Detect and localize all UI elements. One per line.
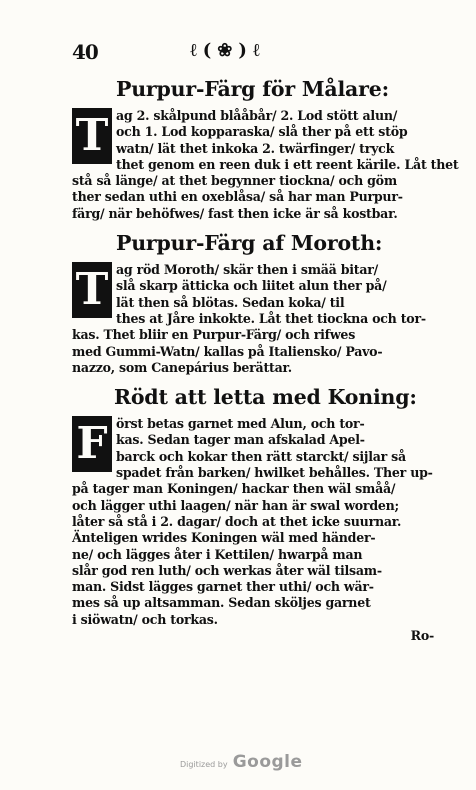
text-line: spadet från barken/ hwilket behålles. Ther up- <box>116 465 433 481</box>
text-line: mes så up altsamman. Sedan sköljes garnet <box>72 595 371 611</box>
text-line: ne/ och lägges åter i Kettilen/ hwarpå man <box>72 546 363 562</box>
page-header <box>72 40 432 64</box>
page-number: 40 <box>72 40 98 64</box>
digitized-by-label: Digitized by <box>180 760 228 769</box>
digitization-watermark <box>180 752 303 772</box>
section-text-rodt-koning <box>72 416 434 644</box>
dropcap: T <box>72 262 112 318</box>
text-line: kas. Thet bliir en Purpur-Färg/ och rifwes <box>72 327 356 343</box>
text-line: man. Sidst lägges garnet ther uthi/ och wär- <box>72 579 374 595</box>
text-line: nazzo, som Canepárius berättar. <box>72 359 292 375</box>
text-line: ther sedan uthi en oxeblåsa/ så har man Purpur- <box>72 189 403 205</box>
text-line: kas. Sedan tager man afskalad Apel- <box>116 432 365 448</box>
text-line: watn/ lät thet inkoka 2. twärfinger/ tryck <box>116 140 395 156</box>
section-heading-purpur-moroth: Purpur-Färg af Moroth: <box>116 231 383 256</box>
text-line: stå så länge/ at thet begynner tiockna/ och göm <box>72 173 397 189</box>
text-line: låter så stå i 2. dagar/ doch at thet icke suurnar. <box>72 513 402 529</box>
text-line: barck och kokar then rätt starckt/ sijlar så <box>116 448 406 464</box>
text-line: thes at Jåre inkokte. Låt thet tiockna och tor- <box>116 310 426 326</box>
text-line: thet genom en reen duk i ett reent kärile. Låt thet <box>116 156 459 172</box>
section-heading-purpur-malare: Purpur-Färg för Målare: <box>116 77 389 101</box>
text-line: Änteligen wrides Koningen wäl med händer- <box>72 530 376 546</box>
text-line: lät then så blötas. Sedan koka/ til <box>116 294 345 310</box>
header-ornament: ℓ(❀)ℓ <box>190 40 266 61</box>
section-text-purpur-moroth <box>72 262 434 376</box>
text-line: slå skarp ätticka och liitet alun ther på/ <box>116 278 387 294</box>
text-line: slår god ren luth/ och werkas åter wäl tilsam- <box>72 562 382 578</box>
text-line: i siöwatn/ och torkas. <box>72 611 218 627</box>
page-body <box>72 72 459 644</box>
text-line: och 1. Lod kopparaska/ slå ther på ett stöp <box>116 124 408 140</box>
text-line: på tager man Koningen/ hackar then wäl småå/ <box>72 481 396 497</box>
catchword: Ro- <box>410 628 434 644</box>
section-text-purpur-malare <box>72 108 459 222</box>
dropcap: F <box>72 416 112 472</box>
google-logo: Google <box>232 752 303 772</box>
section-heading-rodt-koning: Rödt att letta med Koning: <box>114 385 417 410</box>
text-line: och lägger uthi laagen/ när han är swal worden; <box>72 497 399 513</box>
text-line: färg/ när behöfwes/ fast then icke är så kostbar. <box>72 205 398 221</box>
text-line: med Gummi-Watn/ kallas på Italiensko/ Pavo- <box>72 343 383 359</box>
dropcap: T <box>72 108 112 164</box>
text-line: örst betas garnet med Alun, och tor- <box>116 416 365 432</box>
text-line: ag röd Moroth/ skär then i smää bitar/ <box>116 262 379 278</box>
text-line: ag 2. skålpund blååbår/ 2. Lod stött alun/ <box>116 108 398 123</box>
